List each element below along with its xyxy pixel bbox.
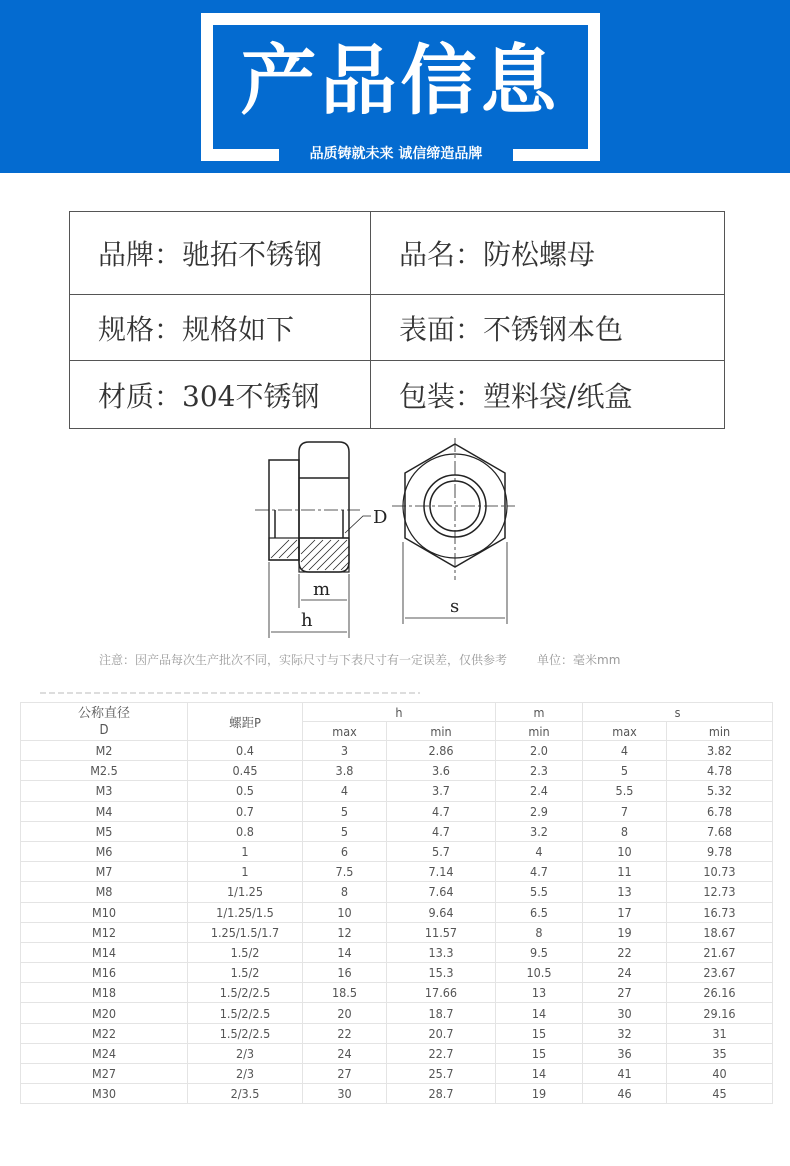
cell-diameter: M12 (21, 922, 188, 942)
banner-frame-bottom-left (201, 149, 279, 161)
cell-diameter: M16 (21, 963, 188, 983)
cell-h-min: 25.7 (387, 1064, 496, 1084)
cell-diameter: M27 (21, 1064, 188, 1084)
cell-s-max: 19 (583, 922, 667, 942)
cell-s-min: 45 (667, 1084, 773, 1104)
cell-m-min: 2.4 (496, 781, 583, 801)
cell-pitch: 1/1.25/1.5 (188, 902, 303, 922)
cell-h-max: 7.5 (303, 862, 387, 882)
cell-s-min: 35 (667, 1043, 773, 1063)
cell-h-max: 3.8 (303, 761, 387, 781)
cell-h-max: 30 (303, 1084, 387, 1104)
cell-h-min: 18.7 (387, 1003, 496, 1023)
info-value: 规格如下 (182, 312, 295, 346)
product-info-table (69, 211, 725, 429)
cell-s-min: 7.68 (667, 821, 773, 841)
banner-slogan: 品质铸就未来 诚信缔造品牌 (309, 146, 483, 162)
label-h: h (301, 610, 313, 631)
table-row (21, 1064, 773, 1084)
cell-h-max: 14 (303, 942, 387, 962)
cell-s-min: 23.67 (667, 963, 773, 983)
info-cell-brand (70, 212, 371, 295)
table-row (21, 882, 773, 902)
cell-h-max: 27 (303, 1064, 387, 1084)
table-row (21, 902, 773, 922)
cell-h-max: 20 (303, 1003, 387, 1023)
table-row (21, 801, 773, 821)
table-row (21, 1003, 773, 1023)
cell-s-max: 46 (583, 1084, 667, 1104)
cell-pitch: 0.5 (188, 781, 303, 801)
cell-m-min: 2.0 (496, 741, 583, 761)
table-row (21, 781, 773, 801)
cell-pitch: 2/3 (188, 1064, 303, 1084)
cell-s-min: 3.82 (667, 741, 773, 761)
nut-technical-drawing (255, 438, 515, 643)
cell-s-max: 10 (583, 841, 667, 861)
cell-pitch: 0.8 (188, 821, 303, 841)
cell-h-min: 7.64 (387, 882, 496, 902)
cell-pitch: 2/3 (188, 1043, 303, 1063)
cell-pitch: 1.5/2/2.5 (188, 983, 303, 1003)
header-row (21, 703, 773, 722)
cell-diameter: M18 (21, 983, 188, 1003)
unit-label: 单位：毫米mm (537, 653, 621, 667)
cell-pitch: 1.5/2/2.5 (188, 1003, 303, 1023)
info-label: 包装： (399, 379, 484, 413)
cell-pitch: 0.4 (188, 741, 303, 761)
table-row (21, 741, 773, 761)
info-row (70, 295, 725, 361)
cell-s-max: 24 (583, 963, 667, 983)
cell-m-min: 8 (496, 922, 583, 942)
cell-h-max: 3 (303, 741, 387, 761)
cell-m-min: 10.5 (496, 963, 583, 983)
divider (40, 692, 420, 694)
cell-s-max: 5.5 (583, 781, 667, 801)
cell-diameter: M14 (21, 942, 188, 962)
col-header-diameter-line2: D (99, 722, 109, 738)
cell-pitch: 1.5/2 (188, 963, 303, 983)
cell-diameter: M8 (21, 882, 188, 902)
cell-s-min: 18.67 (667, 922, 773, 942)
cell-s-max: 11 (583, 862, 667, 882)
table-row (21, 983, 773, 1003)
cell-s-min: 12.73 (667, 882, 773, 902)
info-value: 塑料袋/纸盒 (483, 379, 633, 413)
cell-h-min: 22.7 (387, 1043, 496, 1063)
table-row (21, 963, 773, 983)
cell-pitch: 1/1.25 (188, 882, 303, 902)
cell-s-max: 4 (583, 741, 667, 761)
col-header-diameter (21, 703, 188, 741)
info-label: 品名： (399, 238, 484, 271)
cell-pitch: 1.25/1.5/1.7 (188, 922, 303, 942)
cell-h-max: 16 (303, 963, 387, 983)
cell-diameter: M2.5 (21, 761, 188, 781)
cell-h-max: 4 (303, 781, 387, 801)
info-row (70, 361, 725, 429)
cell-pitch: 1 (188, 862, 303, 882)
cell-h-min: 20.7 (387, 1023, 496, 1043)
cell-h-max: 10 (303, 902, 387, 922)
cell-m-min: 14 (496, 1064, 583, 1084)
cell-pitch: 0.45 (188, 761, 303, 781)
info-row (70, 212, 725, 295)
cell-diameter: M3 (21, 781, 188, 801)
cell-s-max: 13 (583, 882, 667, 902)
cell-h-min: 13.3 (387, 942, 496, 962)
cell-diameter: M7 (21, 862, 188, 882)
cell-h-max: 24 (303, 1043, 387, 1063)
info-value: 防松螺母 (483, 238, 596, 271)
cell-s-min: 6.78 (667, 801, 773, 821)
cell-h-max: 18.5 (303, 983, 387, 1003)
cell-pitch: 1.5/2 (188, 942, 303, 962)
cell-h-min: 15.3 (387, 963, 496, 983)
cell-s-max: 5 (583, 761, 667, 781)
cell-h-min: 17.66 (387, 983, 496, 1003)
table-row (21, 922, 773, 942)
cell-pitch: 1 (188, 841, 303, 861)
info-cell-material (70, 361, 371, 429)
label-s: s (450, 596, 460, 617)
cell-m-min: 4 (496, 841, 583, 861)
info-value: 不锈钢本色 (483, 312, 624, 346)
col-header-m-min: min (496, 722, 583, 741)
cell-diameter: M22 (21, 1023, 188, 1043)
dimension-spec-table (20, 702, 773, 1104)
table-row (21, 862, 773, 882)
cell-s-min: 29.16 (667, 1003, 773, 1023)
cell-s-min: 26.16 (667, 983, 773, 1003)
banner-frame-bottom-right (513, 149, 599, 161)
col-header-h-min: min (387, 722, 496, 741)
cell-diameter: M5 (21, 821, 188, 841)
cell-m-min: 14 (496, 1003, 583, 1023)
cell-m-min: 3.2 (496, 821, 583, 841)
note-text: 注意：因产品每次生产批次不同，实际尺寸与下表尺寸有一定误差，仅供参考 (99, 653, 508, 667)
cell-m-min: 4.7 (496, 862, 583, 882)
cell-pitch: 2/3.5 (188, 1084, 303, 1104)
cell-s-min: 21.67 (667, 942, 773, 962)
info-cell-packaging (371, 361, 725, 429)
cell-h-max: 5 (303, 821, 387, 841)
cell-m-min: 2.3 (496, 761, 583, 781)
cell-s-min: 9.78 (667, 841, 773, 861)
cell-h-max: 22 (303, 1023, 387, 1043)
cell-s-min: 16.73 (667, 902, 773, 922)
table-row (21, 1043, 773, 1063)
cell-s-max: 8 (583, 821, 667, 841)
header-banner (0, 0, 790, 173)
col-header-h: h (303, 703, 496, 722)
col-header-s-min: min (667, 722, 773, 741)
cell-h-min: 4.7 (387, 821, 496, 841)
cell-s-max: 32 (583, 1023, 667, 1043)
info-cell-product-name (371, 212, 725, 295)
col-header-s-max: max (583, 722, 667, 741)
cell-m-min: 5.5 (496, 882, 583, 902)
cell-h-min: 11.57 (387, 922, 496, 942)
info-cell-spec (70, 295, 371, 361)
cell-h-min: 3.7 (387, 781, 496, 801)
cell-h-min: 3.6 (387, 761, 496, 781)
cell-diameter: M10 (21, 902, 188, 922)
table-row (21, 1084, 773, 1104)
cell-pitch: 0.7 (188, 801, 303, 821)
cell-h-max: 6 (303, 841, 387, 861)
table-row (21, 841, 773, 861)
table-row (21, 821, 773, 841)
cell-s-max: 7 (583, 801, 667, 821)
cell-h-min: 4.7 (387, 801, 496, 821)
cell-h-min: 28.7 (387, 1084, 496, 1104)
cell-diameter: M24 (21, 1043, 188, 1063)
info-label: 品牌： (98, 238, 183, 271)
cell-m-min: 15 (496, 1043, 583, 1063)
page-title: 产品信息 (240, 36, 561, 125)
cell-m-min: 19 (496, 1084, 583, 1104)
col-header-diameter-line1: 公称直径 (77, 705, 130, 721)
cell-h-max: 5 (303, 801, 387, 821)
cell-s-max: 27 (583, 983, 667, 1003)
cell-s-min: 10.73 (667, 862, 773, 882)
info-value: 304不锈钢 (182, 379, 320, 413)
cell-m-min: 9.5 (496, 942, 583, 962)
table-row (21, 1023, 773, 1043)
cell-h-min: 2.86 (387, 741, 496, 761)
cell-s-min: 4.78 (667, 761, 773, 781)
table-row (21, 942, 773, 962)
cell-s-min: 40 (667, 1064, 773, 1084)
col-header-m: m (496, 703, 583, 722)
cell-h-min: 9.64 (387, 902, 496, 922)
disclaimer-note (99, 651, 620, 668)
cell-m-min: 2.9 (496, 801, 583, 821)
cell-pitch: 1.5/2/2.5 (188, 1023, 303, 1043)
cell-diameter: M20 (21, 1003, 188, 1023)
col-header-s: s (583, 703, 773, 722)
cell-h-min: 5.7 (387, 841, 496, 861)
cell-diameter: M30 (21, 1084, 188, 1104)
cell-s-max: 17 (583, 902, 667, 922)
cell-diameter: M2 (21, 741, 188, 761)
cell-diameter: M4 (21, 801, 188, 821)
col-header-h-max: max (303, 722, 387, 741)
cell-s-min: 31 (667, 1023, 773, 1043)
cell-h-max: 8 (303, 882, 387, 902)
col-header-pitch: 螺距P (188, 703, 303, 741)
cell-s-max: 41 (583, 1064, 667, 1084)
cell-m-min: 6.5 (496, 902, 583, 922)
cell-s-max: 36 (583, 1043, 667, 1063)
cell-h-min: 7.14 (387, 862, 496, 882)
label-m: m (313, 579, 331, 600)
table-row (21, 761, 773, 781)
info-value: 驰拓不锈钢 (182, 238, 323, 271)
cell-diameter: M6 (21, 841, 188, 861)
cell-s-max: 22 (583, 942, 667, 962)
spec-table-body (21, 741, 773, 1104)
info-label: 材质： (98, 379, 183, 413)
cell-s-max: 30 (583, 1003, 667, 1023)
info-cell-surface (371, 295, 725, 361)
cell-m-min: 13 (496, 983, 583, 1003)
cell-h-max: 12 (303, 922, 387, 942)
cell-s-min: 5.32 (667, 781, 773, 801)
info-label: 规格： (98, 312, 183, 346)
cell-m-min: 15 (496, 1023, 583, 1043)
info-label: 表面： (399, 312, 484, 346)
nut-side-view (255, 442, 371, 638)
label-D: D (373, 507, 388, 528)
